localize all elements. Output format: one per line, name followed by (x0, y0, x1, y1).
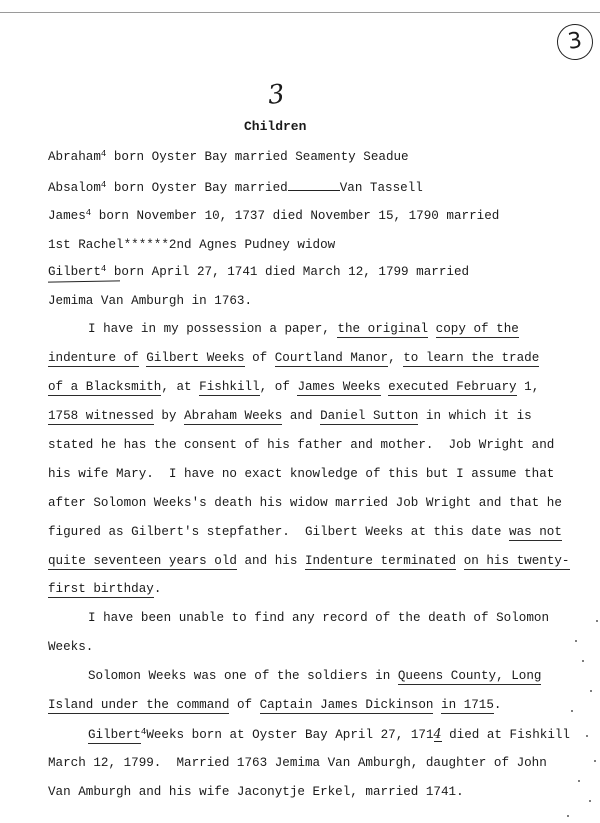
blank-line (288, 179, 340, 191)
para1-line6: his wife Mary. I have no exact knowledge of this but I assume that (48, 467, 555, 481)
child-gilbert-line2: Jemima Van Amburgh in 1763. (48, 294, 253, 308)
gilbert-underline (48, 280, 120, 282)
para1-line9: quite seventeen years old and his Indenture terminated on his twenty- (48, 554, 570, 568)
para2-line1: I have been unable to find any record of the death of Solomon (88, 611, 550, 625)
circled-page-number: 3 (555, 22, 596, 63)
children-heading: Children (244, 119, 307, 134)
para1-line2: indenture of Gilbert Weeks of Courtland Manor, to learn the trade (48, 351, 540, 365)
handwritten-number: 3 (266, 79, 287, 111)
child-james-line2: 1st Rachel******2nd Agnes Pudney widow (48, 238, 336, 252)
para1-line3: of a Blacksmith, at Fishkill, of James Weeks executed February 1, (48, 380, 540, 394)
para1-line7: after Solomon Weeks's death his widow married Job Wright and that he (48, 496, 562, 510)
para1-line4: 1758 witnessed by Abraham Weeks and Daniel Sutton in which it is (48, 409, 532, 423)
child-james: James$^4$ born November 10, 1737 died November 15, 1790 married (48, 208, 500, 223)
para1-line5: stated he has the consent of his father and mother. Job Wright and (48, 438, 555, 452)
handwritten-correction: 4 (433, 726, 442, 741)
child-abraham: Abraham$^4$ born Oyster Bay married Seamenty Seadue (48, 149, 409, 164)
top-rule (0, 12, 600, 13)
para1-line10: first birthday. (48, 582, 162, 596)
para2-line2: Weeks. (48, 640, 94, 654)
para3-line2: Island under the command of Captain James Dickinson in 1715. (48, 698, 502, 712)
para4-line3: Van Amburgh and his wife Jaconytje Erkel, married 1741. (48, 785, 464, 799)
para4-line2: March 12, 1799. Married 1763 Jemima Van Amburgh, daughter of John (48, 756, 547, 770)
para1-line1: I have in my possession a paper, the original copy of the (88, 322, 519, 336)
para4-line1: Gilbert$^4$Weeks born at Oyster Bay April 27, 1714 died at Fishkill (88, 726, 570, 742)
child-gilbert: Gilbert$^4$ born April 27, 1741 died March 12, 1799 married (48, 264, 470, 279)
para1-line8: figured as Gilbert's stepfather. Gilbert Weeks at this date was not (48, 525, 562, 539)
para3-line1: Solomon Weeks was one of the soldiers in Queens County, Long (88, 669, 542, 683)
child-absalom: Absalom$^4$ born Oyster Bay married Van Tassell (48, 180, 423, 195)
